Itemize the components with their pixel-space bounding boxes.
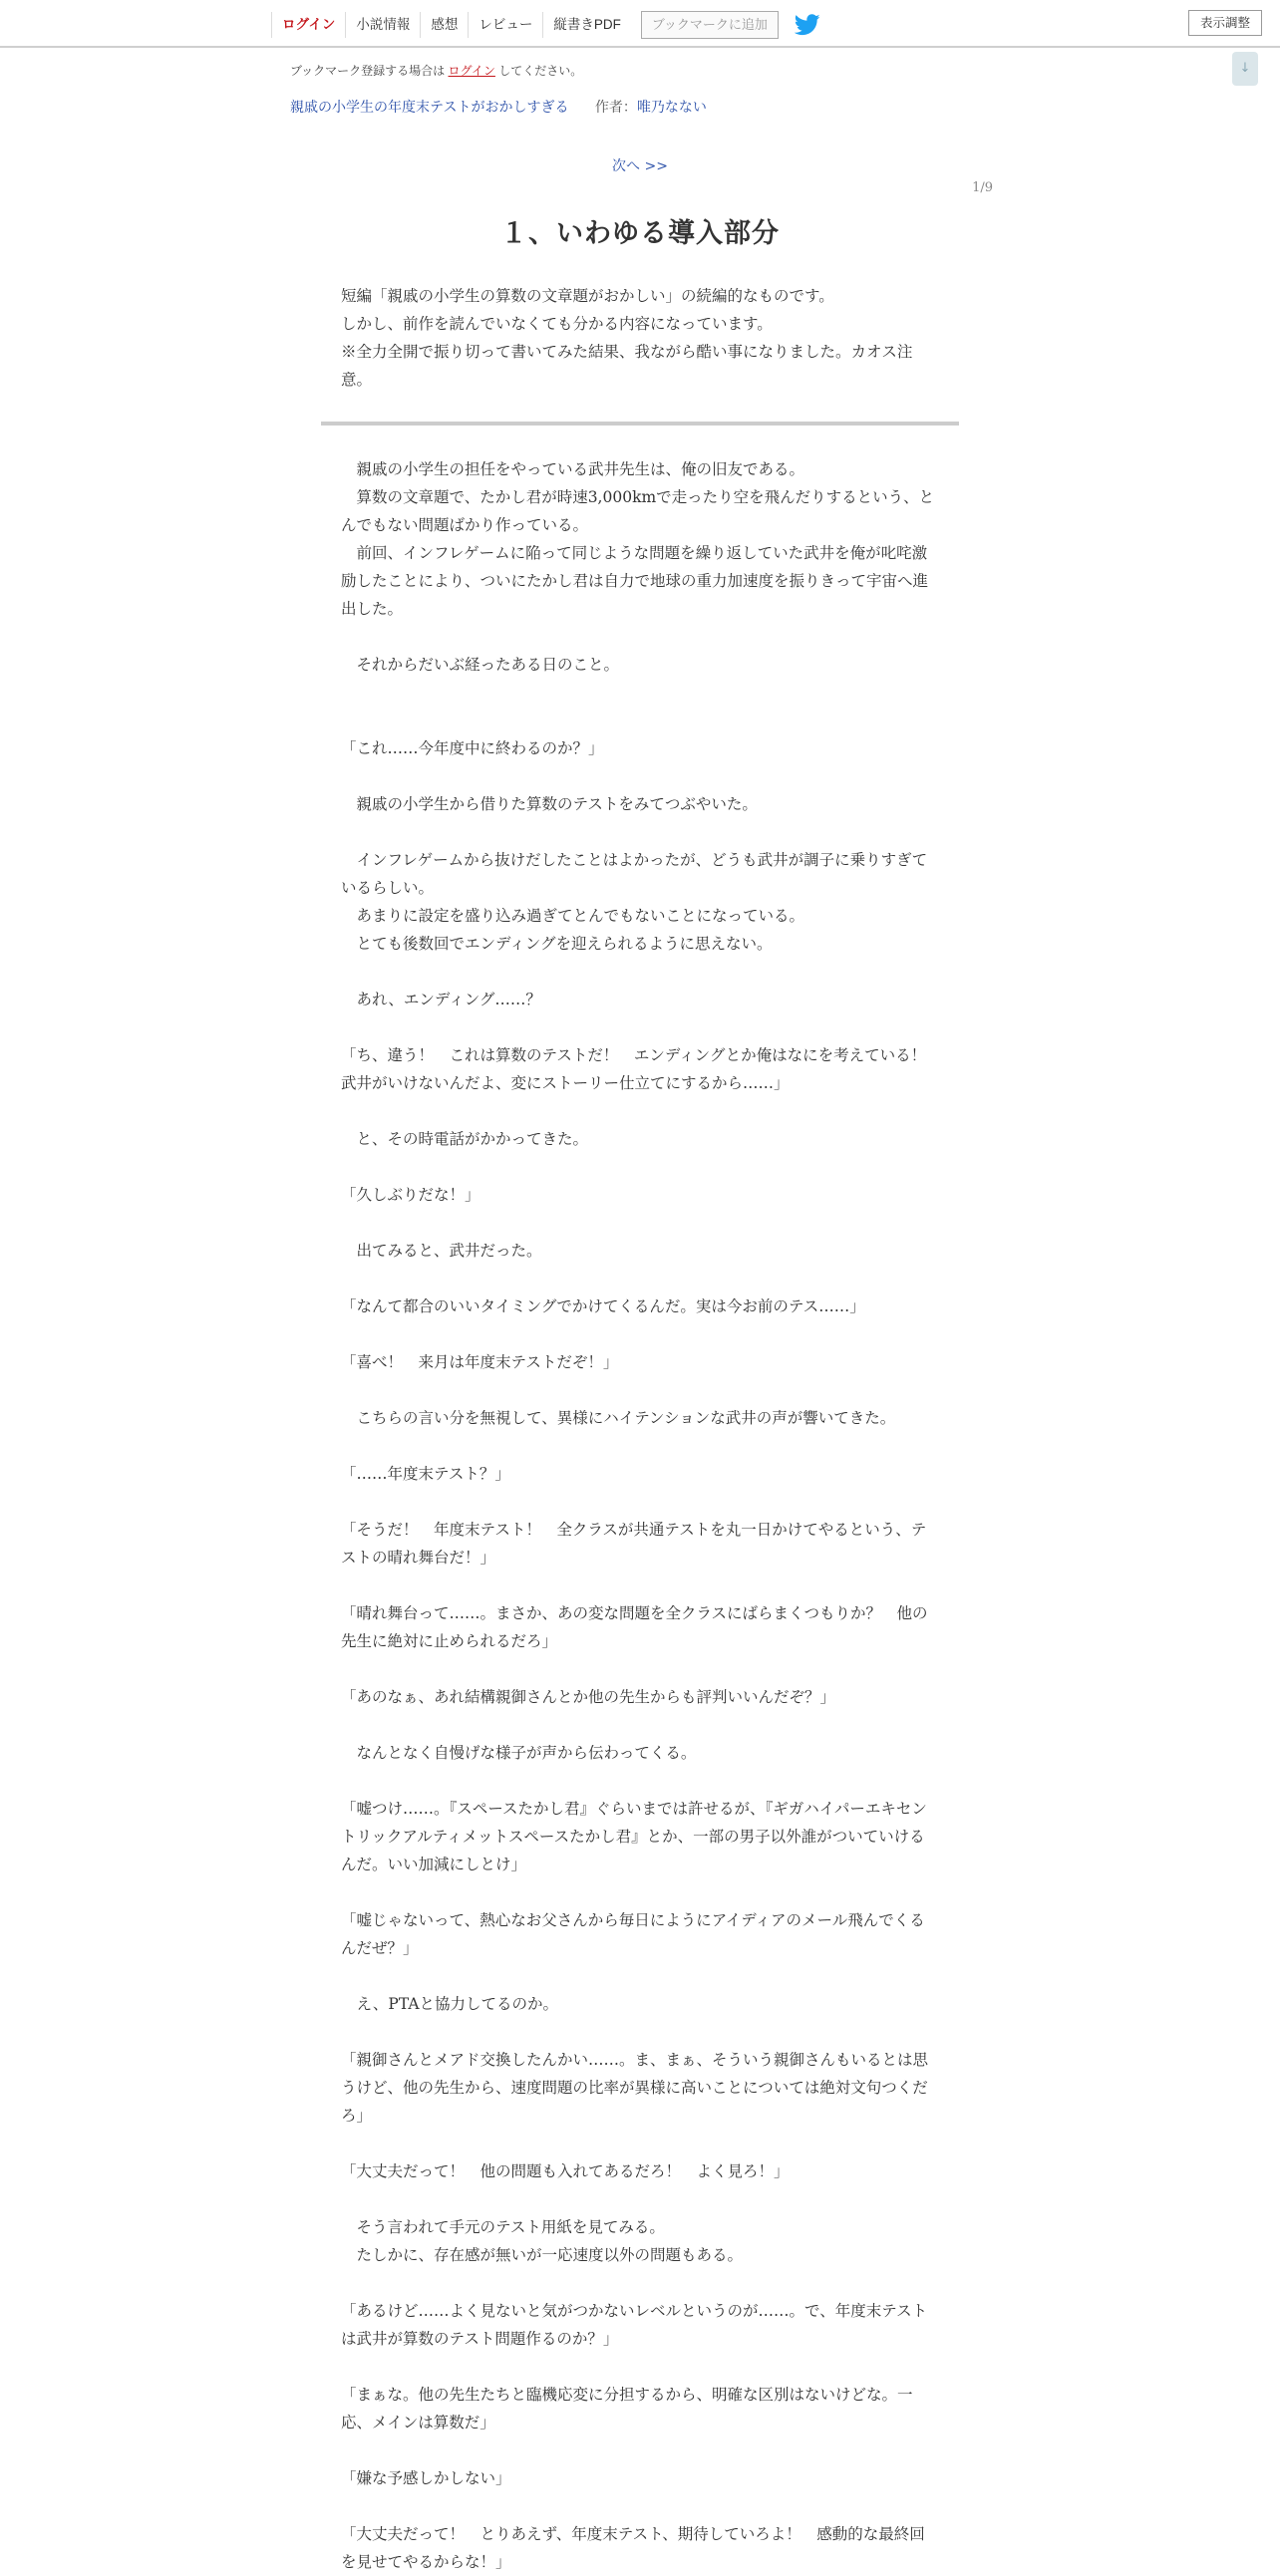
body-paragraph (341, 707, 939, 734)
body-paragraph (341, 1097, 939, 1125)
bookmark-note-after: してください。 (498, 64, 583, 78)
series-title-link[interactable]: 親戚の小学生の年度末テストがおかしすぎる (290, 100, 569, 116)
body-paragraph (341, 958, 939, 986)
body-paragraph: こちらの言い分を無視して、異様にハイテンションな武井の声が響いてきた。 (341, 1409, 896, 1427)
body-paragraph (341, 1153, 939, 1181)
nav-vertical-pdf[interactable]: 縦書きPDF (542, 12, 631, 38)
body-paragraph: 「あのなぁ、あれ結構親御さんとか他の先生からも評判いいんだぞ？」 (341, 1688, 836, 1706)
preface (341, 282, 939, 394)
body-paragraph: 「嘘じゃないって、熱心なお父さんから毎日にようにアイディアのメール飛んでくるんだぜ？」 (341, 1911, 925, 1957)
body-paragraph (341, 1265, 939, 1292)
body-paragraph (341, 2492, 939, 2520)
body-paragraph: 前回、インフレゲームに陥って同じような問題を繰り返していた武井を俺が叱咤激励したことにより、ついにたかし君は自力で地球の重力加速度を振りきって宇宙へ進出した。 (341, 544, 929, 618)
body-paragraph: たしかに、存在感が無いが一応速度以外の問題もある。 (341, 2246, 744, 2264)
body-paragraph (341, 623, 939, 651)
body-paragraph (341, 2130, 939, 2157)
body-paragraph: 「大丈夫だって！ とりあえず、年度末テスト、期待していろよ！ 感動的な最終回を見せてやるからな！」 (341, 2525, 925, 2571)
body-paragraph: 「なんて都合のいいタイミングでかけてくるんだ。実は今お前のテス……」 (341, 1297, 865, 1315)
chapter-body (341, 455, 942, 2576)
display-settings-button[interactable]: 表示調整 (1188, 10, 1262, 36)
body-paragraph: と、その時電話がかかってきた。 (341, 1130, 589, 1148)
bookmark-note-login-link[interactable]: ログイン (448, 64, 495, 78)
preface-line: しかし、前作を読んでいなくても分かる内容になっています。 (341, 315, 773, 333)
body-paragraph: とても後数回でエンディングを迎えられるように思えない。 (341, 935, 773, 953)
body-paragraph: 「そうだ！ 年度末テスト！ 全クラスが共通テストを丸一日かけてやるという、テストの晴れ舞台だ！」 (341, 1521, 927, 1567)
body-paragraph: 「晴れ舞台って……。まさか、あの変な問題を全クラスにばらまくつもりか？ 他の先生に絶対に止められるだろ」 (341, 1604, 928, 1650)
body-paragraph: 「ち、違う！ これは算数のテストだ！ エンディングとか俺はなにを考えている！ 武井がいけないんだよ、変にストーリー仕立てにするから……」 (341, 1046, 942, 1092)
body-paragraph (341, 2353, 939, 2381)
body-paragraph (341, 1572, 939, 1599)
site-header (0, 0, 1280, 48)
body-paragraph (341, 2436, 939, 2464)
body-paragraph: え、PTAと協力してるのか。 (341, 1995, 559, 2013)
body-paragraph (341, 1878, 939, 1906)
body-paragraph (341, 2185, 939, 2213)
body-paragraph (341, 1432, 939, 1460)
body-paragraph: 「あるけど……よく見ないと気がつかないレベルというのが……。で、年度末テストは武井が算数のテスト問題作るのか？」 (341, 2302, 928, 2348)
body-paragraph (341, 1767, 939, 1795)
body-paragraph: あまりに設定を盛り込み過ぎてとんでもないことになっている。 (341, 907, 805, 925)
next-page-link-text[interactable]: 次へ >> (612, 158, 668, 174)
body-paragraph: それからだいぶ経ったある日のこと。 (341, 656, 620, 674)
page-number: 1/9 (972, 180, 993, 195)
author-label: 作者： (594, 100, 637, 116)
body-paragraph: 「嫌な予感しかしない」 (341, 2469, 511, 2487)
body-paragraph (341, 1488, 939, 1516)
main-nav (271, 10, 820, 40)
nav-review[interactable]: レビュー (468, 12, 542, 38)
body-paragraph: 「嘘つけ……。『スペースたかし君』ぐらいまでは許せるが、『ギガハイパーエキセントリックアルティメットスペースたかし君』とか、一部の男子以外誰がついていけるんだ。いい加減にしとけ」 (341, 1800, 927, 1873)
body-paragraph: そう言われて手元のテスト用紙を見てみる。 (341, 2218, 665, 2236)
next-page-link (0, 155, 1280, 175)
body-paragraph (341, 1655, 939, 1683)
add-bookmark-button[interactable]: ブックマークに追加 (641, 11, 779, 39)
body-paragraph (341, 1013, 939, 1041)
nav-impressions[interactable]: 感想 (420, 12, 468, 38)
body-paragraph: 親戚の小学生の担任をやっている武井先生は、俺の旧友である。 (341, 460, 805, 478)
body-paragraph: 「大丈夫だって！ 他の問題も入れてあるだろ！ よく見ろ！」 (341, 2162, 790, 2180)
body-paragraph: 親戚の小学生から借りた算数のテストをみてつぶやいた。 (341, 795, 758, 813)
body-paragraph (341, 1711, 939, 1739)
body-paragraph (341, 1320, 939, 1348)
body-paragraph: あれ、エンディング……？ (341, 991, 541, 1008)
nav-novel-info[interactable]: 小説情報 (345, 12, 420, 38)
preface-line: 短編「親戚の小学生の算数の文章題がおかしい」の続編的なものです。 (341, 287, 834, 305)
body-paragraph: 出てみると、武井だった。 (341, 1242, 542, 1260)
body-paragraph (341, 1209, 939, 1237)
body-paragraph (341, 2269, 939, 2297)
scroll-down-button[interactable]: ↓ (1232, 52, 1258, 86)
preface-divider (321, 422, 959, 426)
body-paragraph (341, 762, 939, 790)
body-paragraph: なんとなく自慢げな様子が声から伝わってくる。 (341, 1744, 697, 1762)
body-paragraph: インフレゲームから抜けだしたことはよかったが、どうも武井が調子に乗りすぎているらしい。 (341, 851, 928, 897)
body-paragraph: 「これ……今年度中に終わるのか？」 (341, 739, 604, 757)
body-paragraph: 算数の文章題で、たかし君が時速3,000kmで走ったり空を飛んだりするという、とんでもない問題ばかり作っている。 (341, 488, 935, 534)
body-paragraph: 「久しぶりだな！」 (341, 1186, 480, 1204)
chapter-title: １、いわゆる導入部分 (500, 218, 780, 249)
body-paragraph (341, 2018, 939, 2046)
body-paragraph: 「親御さんとメアド交換したんかい……。ま、まぁ、そういう親御さんもいるとは思うけど、他の先生から、速度問題の比率が異様に高いことについては絶対文句つくだろ」 (341, 2051, 929, 2125)
author-link[interactable]: 唯乃なない (636, 100, 707, 116)
preface-line: ※全力全開で振り切って書いてみた結果、我ながら酷い事になりました。カオス注意。 (341, 343, 913, 389)
series-info (290, 97, 707, 117)
body-paragraph (341, 1376, 939, 1404)
body-paragraph: 「……年度末テスト？」 (341, 1465, 510, 1483)
body-paragraph (341, 679, 939, 707)
nav-login[interactable]: ログイン (271, 12, 345, 38)
bookmark-login-note (290, 62, 582, 79)
body-paragraph (341, 818, 939, 846)
body-paragraph: 「喜べ！ 来月は年度末テストだぞ！」 (341, 1353, 619, 1371)
twitter-icon[interactable] (795, 14, 820, 36)
body-paragraph (341, 1962, 939, 1990)
bookmark-note-before: ブックマーク登録する場合は (290, 64, 446, 78)
body-paragraph: 「まぁな。他の先生たちと臨機応変に分担するから、明確な区別はないけどな。一応、メインは算数だ」 (341, 2386, 913, 2432)
